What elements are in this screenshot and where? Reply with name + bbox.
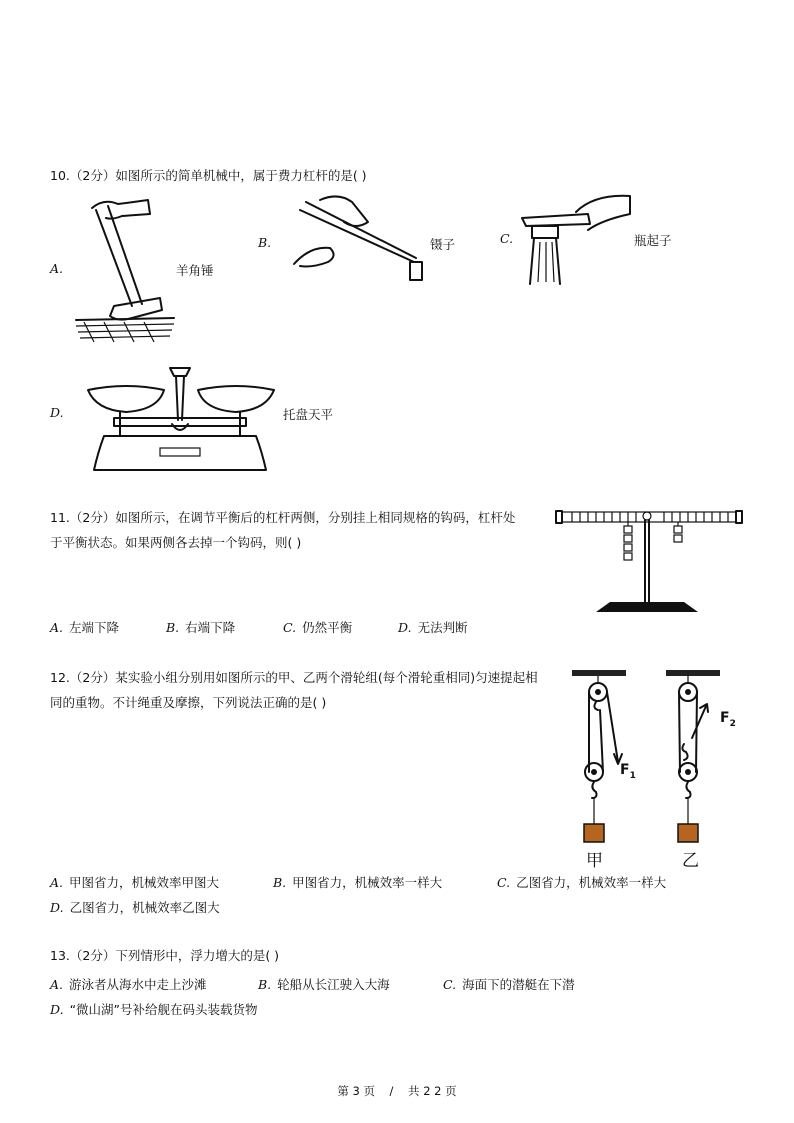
q12-option-b-letter: B.	[273, 875, 287, 890]
q10-option-d-letter[interactable]: D.	[50, 405, 64, 420]
pulley-label-right: 乙	[682, 851, 699, 871]
force-f2-label: $F_2$	[720, 710, 736, 729]
q13-option-a-text: 游泳者从海水中走上沙滩	[69, 977, 207, 992]
q10-option-c-letter[interactable]: C.	[500, 231, 514, 246]
q13-option-b-text: 轮船从长江驶入大海	[277, 977, 390, 992]
q12-option-d-text: 乙图省力，机械效率乙图大	[69, 900, 220, 915]
q10-option-b-label: 镊子	[430, 237, 456, 252]
q11-option-d-text: 无法判断	[417, 620, 468, 635]
q13-option-d-letter: D.	[50, 1002, 64, 1017]
q13-option-b-letter: B.	[258, 977, 272, 992]
q13-option-b[interactable]	[258, 975, 390, 993]
lever-figure	[552, 504, 744, 616]
q12-option-d[interactable]	[50, 898, 220, 916]
q13-option-d-text: “微山湖”号补给舰在码头装载货物	[69, 1002, 258, 1017]
q13-option-a[interactable]	[50, 975, 207, 993]
q11-option-c-letter: C.	[283, 620, 297, 635]
q11-option-b[interactable]	[166, 618, 235, 636]
bottle-opener-figure	[518, 192, 634, 288]
q11-option-b-letter: B.	[166, 620, 180, 635]
q13-option-c-text: 海面下的潜艇在下潜	[462, 977, 575, 992]
tweezers-figure	[290, 192, 430, 288]
q13-option-a-letter: A.	[50, 977, 64, 992]
q13-option-c[interactable]	[443, 975, 575, 993]
q10-option-a-label: 羊角锤	[176, 263, 214, 278]
claw-hammer-figure	[74, 196, 184, 346]
q11-option-d-letter: D.	[398, 620, 412, 635]
q12-option-b[interactable]	[273, 873, 442, 891]
q11-stem-line2: 于平衡状态。如果两侧各去掉一个钩码，则( )	[50, 535, 302, 550]
q11-option-d[interactable]	[398, 618, 468, 636]
q13-option-c-letter: C.	[443, 977, 457, 992]
q13-option-d[interactable]	[50, 1000, 258, 1018]
q10-option-c-label: 瓶起子	[634, 233, 672, 248]
q12-option-a-letter: A.	[50, 875, 64, 890]
q12-stem-line2: 同的重物。不计绳重及摩擦，下列说法正确的是( )	[50, 695, 327, 710]
q11-option-c[interactable]	[283, 618, 352, 636]
q12-option-b-text: 甲图省力，机械效率一样大	[292, 875, 443, 890]
q12-option-a-text: 甲图省力，机械效率甲图大	[69, 875, 220, 890]
balance-scale-figure	[86, 362, 276, 480]
q12-option-a[interactable]	[50, 873, 219, 891]
q11-option-c-text: 仍然平衡	[302, 620, 353, 635]
q10-option-d-label: 托盘天平	[283, 407, 334, 422]
pulley-systems-figure	[570, 668, 750, 868]
q12-option-c[interactable]	[497, 873, 666, 891]
q11-option-a[interactable]	[50, 618, 119, 636]
q12-option-d-letter: D.	[50, 900, 64, 915]
q11-stem-line1: 11.（2分）如图所示，在调节平衡后的杠杆两侧，分别挂上相同规格的钩码，杠杆处	[50, 510, 516, 525]
q12-option-c-letter: C.	[497, 875, 511, 890]
q12-stem-line1: 12.（2分）某实验小组分别用如图所示的甲、乙两个滑轮组(每个滑轮重相同)匀速提起相	[50, 670, 538, 685]
q13-stem: 13.（2分）下列情形中，浮力增大的是( )	[50, 948, 280, 963]
pulley-label-left: 甲	[586, 851, 603, 871]
q12-option-c-text: 乙图省力，机械效率一样大	[516, 875, 667, 890]
q10-stem: 10.（2分）如图所示的简单机械中，属于费力杠杆的是( )	[50, 168, 367, 183]
page-number: 第 3 页 / 共 2 2 页	[337, 1084, 457, 1098]
q10-option-b-letter[interactable]: B.	[258, 235, 272, 250]
q10-option-a-letter[interactable]: A.	[50, 261, 64, 276]
q11-option-a-letter: A.	[50, 620, 64, 635]
q11-option-b-text: 右端下降	[185, 620, 236, 635]
q11-option-a-text: 左端下降	[69, 620, 120, 635]
force-f1-label: $F_1$	[620, 762, 636, 781]
